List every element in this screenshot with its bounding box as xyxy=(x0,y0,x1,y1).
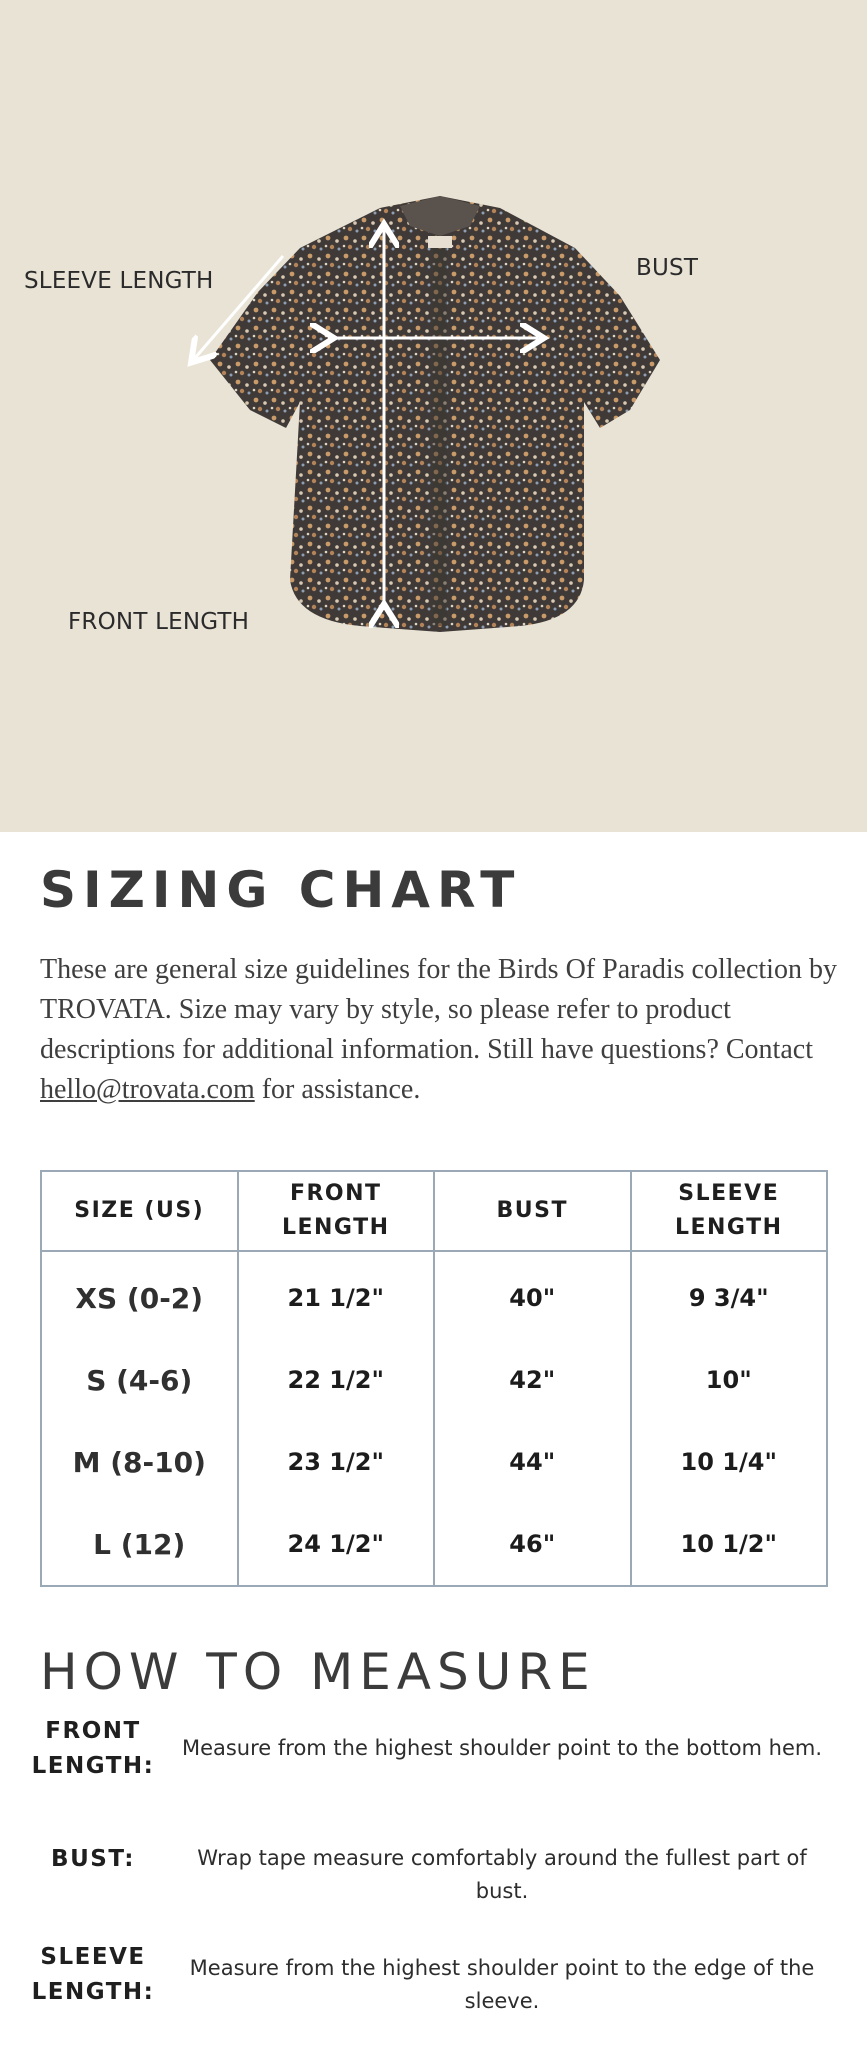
intro-suffix: for assistance. xyxy=(254,1074,421,1105)
measure-description: Measure from the highest shoulder point to the bottom hem. xyxy=(181,1736,823,1760)
sizing-chart-title: SIZING CHART xyxy=(40,861,522,919)
cell-front-length: 24 1/2" xyxy=(238,1503,435,1586)
front-length-label: FRONT LENGTH xyxy=(68,609,250,635)
sizing-section xyxy=(0,832,867,1700)
measure-description: Measure from the highest shoulder point to the edge of the sleeve. xyxy=(189,1956,815,2013)
cell-size: L (12) xyxy=(41,1503,238,1586)
cell-sleeve-length: 10" xyxy=(631,1339,828,1421)
email-link[interactable]: hello@trovata.com xyxy=(40,1074,255,1105)
cell-sleeve-length: 10 1/2" xyxy=(631,1503,828,1586)
header-size: SIZE (US) xyxy=(41,1171,238,1251)
header-front-length: FRONT LENGTH xyxy=(238,1171,435,1251)
cell-bust: 42" xyxy=(434,1339,631,1421)
measure-label: BUST: xyxy=(51,1846,135,1872)
measure-label: SLEEVE LENGTH: xyxy=(31,1944,155,2005)
table-row xyxy=(41,1251,827,1339)
cell-front-length: 22 1/2" xyxy=(238,1339,435,1421)
how-to-measure-title: HOW TO MEASURE xyxy=(40,1643,596,1701)
bust-label: BUST xyxy=(636,255,699,281)
cell-bust: 40" xyxy=(434,1251,631,1339)
header-bust: BUST xyxy=(434,1171,631,1251)
shirt-illustration xyxy=(0,0,867,832)
cell-size: S (4-6) xyxy=(41,1339,238,1421)
cell-size: M (8-10) xyxy=(41,1421,238,1503)
header-sleeve-length: SLEEVE LENGTH xyxy=(631,1171,828,1251)
cell-sleeve-length: 9 3/4" xyxy=(631,1251,828,1339)
cell-size: XS (0-2) xyxy=(41,1251,238,1339)
table-row xyxy=(41,1421,827,1503)
cell-front-length: 23 1/2" xyxy=(238,1421,435,1503)
cell-sleeve-length: 10 1/4" xyxy=(631,1421,828,1503)
product-image xyxy=(0,0,867,832)
sleeve-length-label: SLEEVE LENGTH xyxy=(24,268,214,294)
table-header-row xyxy=(41,1171,827,1251)
table-row xyxy=(41,1339,827,1421)
cell-bust: 46" xyxy=(434,1503,631,1586)
cell-bust: 44" xyxy=(434,1421,631,1503)
size-table xyxy=(40,1170,828,1587)
cell-front-length: 21 1/2" xyxy=(238,1251,435,1339)
intro-text: These are general size guidelines for the Birds Of Paradis collection by TROVATA. Size may vary by style, so please refer to product descriptions for additional information. Still have questions? Contact xyxy=(40,954,837,1065)
measure-description: Wrap tape measure comfortably around the fullest part of bust. xyxy=(197,1846,807,1903)
table-row xyxy=(41,1503,827,1586)
intro-paragraph xyxy=(40,950,840,1110)
measure-label: FRONT LENGTH: xyxy=(31,1718,155,1779)
